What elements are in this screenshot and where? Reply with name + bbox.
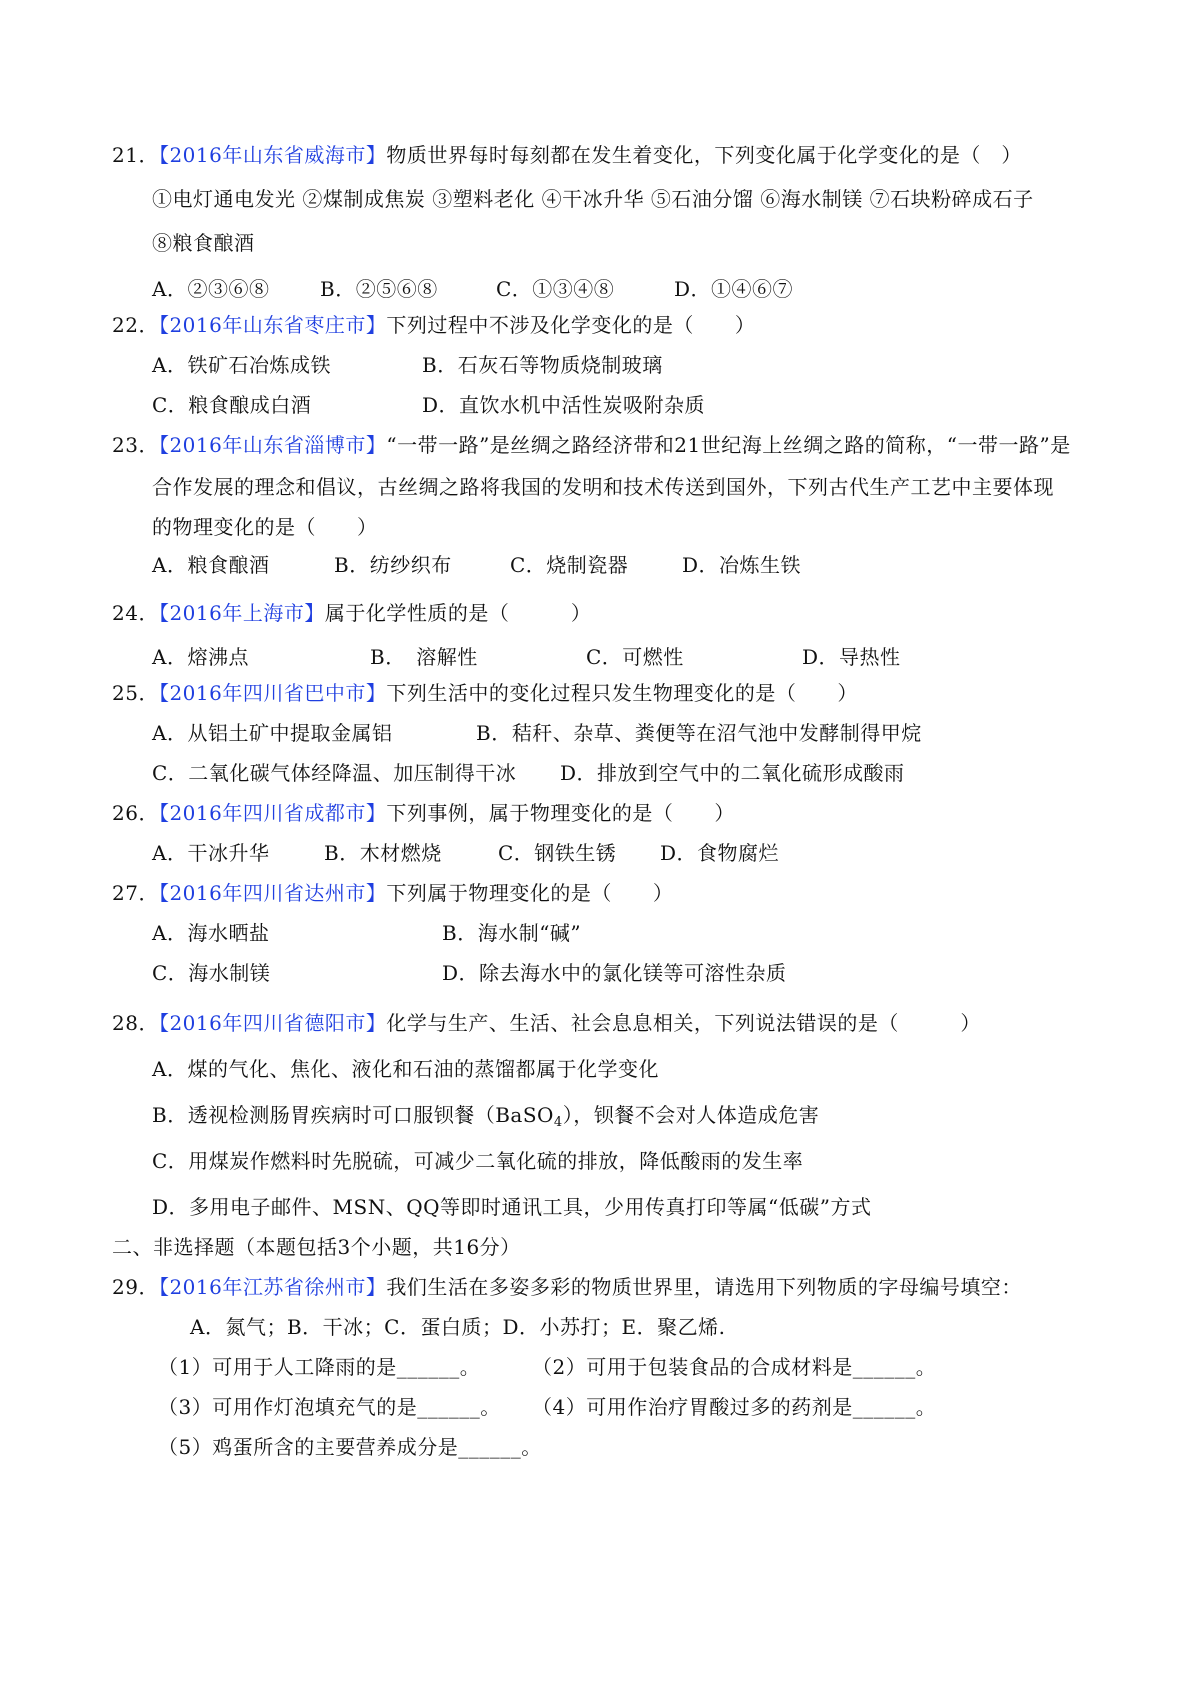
option-a: A．熔沸点	[152, 645, 249, 669]
question-22-options-row	[152, 352, 663, 378]
question-29-blank-5: （5）鸡蛋所含的主要营养成分是______。	[158, 1435, 542, 1459]
question-source: 【2016年山东省枣庄市】	[158, 313, 387, 337]
question-27-heading	[112, 880, 673, 906]
question-stem: 下列事例，属于物理变化的是（ ）	[386, 801, 735, 825]
question-28-option-b	[152, 1102, 819, 1128]
question-23-stem-line: 合作发展的理念和倡议，古丝绸之路将我国的发明和技术传送到国外，下列古代生产工艺中主要体现	[152, 475, 1054, 499]
blank-2: （2）可用于包装食品的合成材料是______。	[532, 1355, 937, 1379]
question-number: 23．	[112, 433, 159, 457]
question-22-heading	[112, 312, 755, 338]
option-c: C．二氧化碳气体经降温、加压制得干冰	[152, 761, 517, 785]
question-28-option-d: D．多用电子邮件、MSN、QQ等即时通讯工具，少用传真打印等属“低碳”方式	[152, 1195, 872, 1219]
option-b-text: B．透视检测肠胃疾病时可口服钡餐（BaSO	[152, 1103, 554, 1127]
option-d: D．①④⑥⑦	[674, 277, 794, 301]
question-29-blanks-row	[158, 1354, 936, 1380]
question-stem: 属于化学性质的是（ ）	[324, 601, 592, 625]
option-a: A．干冰升华	[152, 841, 270, 865]
question-21-options	[152, 276, 793, 302]
option-b: B．海水制“碱”	[442, 921, 582, 945]
option-a: A．海水晒盐	[152, 921, 270, 945]
option-d: D．冶炼生铁	[682, 553, 802, 577]
question-24-heading	[112, 600, 591, 626]
option-c: C．钢铁生锈	[498, 841, 617, 865]
question-number: 29．	[112, 1275, 159, 1299]
question-25-options-row	[152, 720, 922, 746]
question-stem: 下列属于物理变化的是（ ）	[386, 881, 674, 905]
question-28-option-c: C．用煤炭作燃料时先脱硫，可减少二氧化硫的排放，降低酸雨的发生率	[152, 1149, 804, 1173]
option-d: D．除去海水中的氯化镁等可溶性杂质	[442, 961, 787, 985]
option-d: D．直饮水机中活性炭吸附杂质	[422, 393, 706, 417]
option-d: D．食物腐烂	[660, 841, 780, 865]
question-number: 24．	[112, 601, 159, 625]
question-number: 25．	[112, 681, 159, 705]
question-23-stem-line: 的物理变化的是（ ）	[152, 515, 378, 539]
question-number: 22．	[112, 313, 159, 337]
option-c: C．海水制镁	[152, 961, 271, 985]
question-26-heading	[112, 800, 735, 826]
question-source: 【2016年山东省淄博市】	[158, 433, 387, 457]
question-27-options-row	[152, 960, 787, 986]
question-29-choices: A．氮气；B．干冰；C．蛋白质；D．小苏打；E．聚乙烯.	[190, 1315, 726, 1339]
subscript: 4	[553, 1115, 563, 1130]
question-number: 21．	[112, 143, 159, 167]
option-b: B．秸秆、杂草、粪便等在沼气池中发酵制得甲烷	[476, 721, 922, 745]
question-stem: 我们生活在多姿多彩的物质世界里，请选用下列物质的字母编号填空：	[386, 1275, 1022, 1299]
question-29-heading	[112, 1274, 1022, 1300]
option-b: B．木材燃烧	[324, 841, 442, 865]
question-source: 【2016年江苏省徐州市】	[158, 1275, 387, 1299]
option-c: C．①③④⑧	[496, 277, 615, 301]
question-source: 【2016年上海市】	[158, 601, 325, 625]
option-c: C．可燃性	[586, 645, 684, 669]
question-stem: “一带一路”是丝绸之路经济带和21世纪海上丝绸之路的简称，“一带一路”是	[386, 433, 1071, 457]
blank-3: （3）可用作灯泡填充气的是______。	[158, 1395, 501, 1419]
question-27-options-row	[152, 920, 581, 946]
question-25-options-row	[152, 760, 905, 786]
question-22-options-row	[152, 392, 705, 418]
question-stem: 化学与生产、生活、社会息息相关，下列说法错误的是（ ）	[386, 1011, 981, 1035]
option-b-tail: ），钡餐不会对人体造成危害	[562, 1103, 820, 1127]
question-source: 【2016年四川省达州市】	[158, 881, 387, 905]
option-b: B．②⑤⑥⑧	[320, 277, 438, 301]
question-26-options	[152, 840, 779, 866]
question-23-options	[152, 552, 801, 578]
question-21-stem-line: ①电灯通电发光 ②煤制成焦炭 ③塑料老化 ④干冰升华 ⑤石油分馏 ⑥海水制镁 ⑦石块粉碎成石子	[152, 187, 1034, 211]
question-number: 26．	[112, 801, 159, 825]
question-number: 28．	[112, 1011, 159, 1035]
blank-1: （1）可用于人工降雨的是______。	[158, 1355, 481, 1379]
question-stem: 下列生活中的变化过程只发生物理变化的是（ ）	[386, 681, 858, 705]
blank-4: （4）可用作治疗胃酸过多的药剂是______。	[532, 1395, 937, 1419]
question-29-blanks-row	[158, 1394, 936, 1420]
question-number: 27．	[112, 881, 159, 905]
question-stem: 下列过程中不涉及化学变化的是（ ）	[386, 313, 756, 337]
question-stem: 物质世界每时每刻都在发生着变化，下列变化属于化学变化的是（ ）	[386, 143, 1022, 167]
option-b: B．纺纱织布	[334, 553, 452, 577]
option-d: D．导热性	[802, 645, 901, 669]
option-b: B． 溶解性	[370, 645, 478, 669]
question-21-heading	[112, 142, 1022, 168]
question-24-options	[152, 644, 901, 670]
section-title: 二、非选择题（本题包括3个小题，共16分）	[112, 1235, 521, 1259]
option-d: D．排放到空气中的二氧化硫形成酸雨	[560, 761, 905, 785]
question-25-heading	[112, 680, 858, 706]
option-b: B．石灰石等物质烧制玻璃	[422, 353, 663, 377]
question-source: 【2016年四川省巴中市】	[158, 681, 387, 705]
option-c: C．粮食酿成白酒	[152, 393, 312, 417]
question-21-stem-line: ⑧粮食酿酒	[152, 231, 255, 255]
question-source: 【2016年四川省德阳市】	[158, 1011, 387, 1035]
question-source: 【2016年山东省威海市】	[158, 143, 387, 167]
question-23-heading	[112, 432, 1071, 458]
option-a: A．铁矿石冶炼成铁	[152, 353, 331, 377]
question-source: 【2016年四川省成都市】	[158, 801, 387, 825]
question-28-heading	[112, 1010, 981, 1036]
option-a: A．②③⑥⑧	[152, 277, 270, 301]
option-a: A．粮食酿酒	[152, 553, 270, 577]
option-a: A．从铝土矿中提取金属铝	[152, 721, 393, 745]
question-28-option-a: A．煤的气化、焦化、液化和石油的蒸馏都属于化学变化	[152, 1057, 659, 1081]
option-c: C．烧制瓷器	[510, 553, 629, 577]
